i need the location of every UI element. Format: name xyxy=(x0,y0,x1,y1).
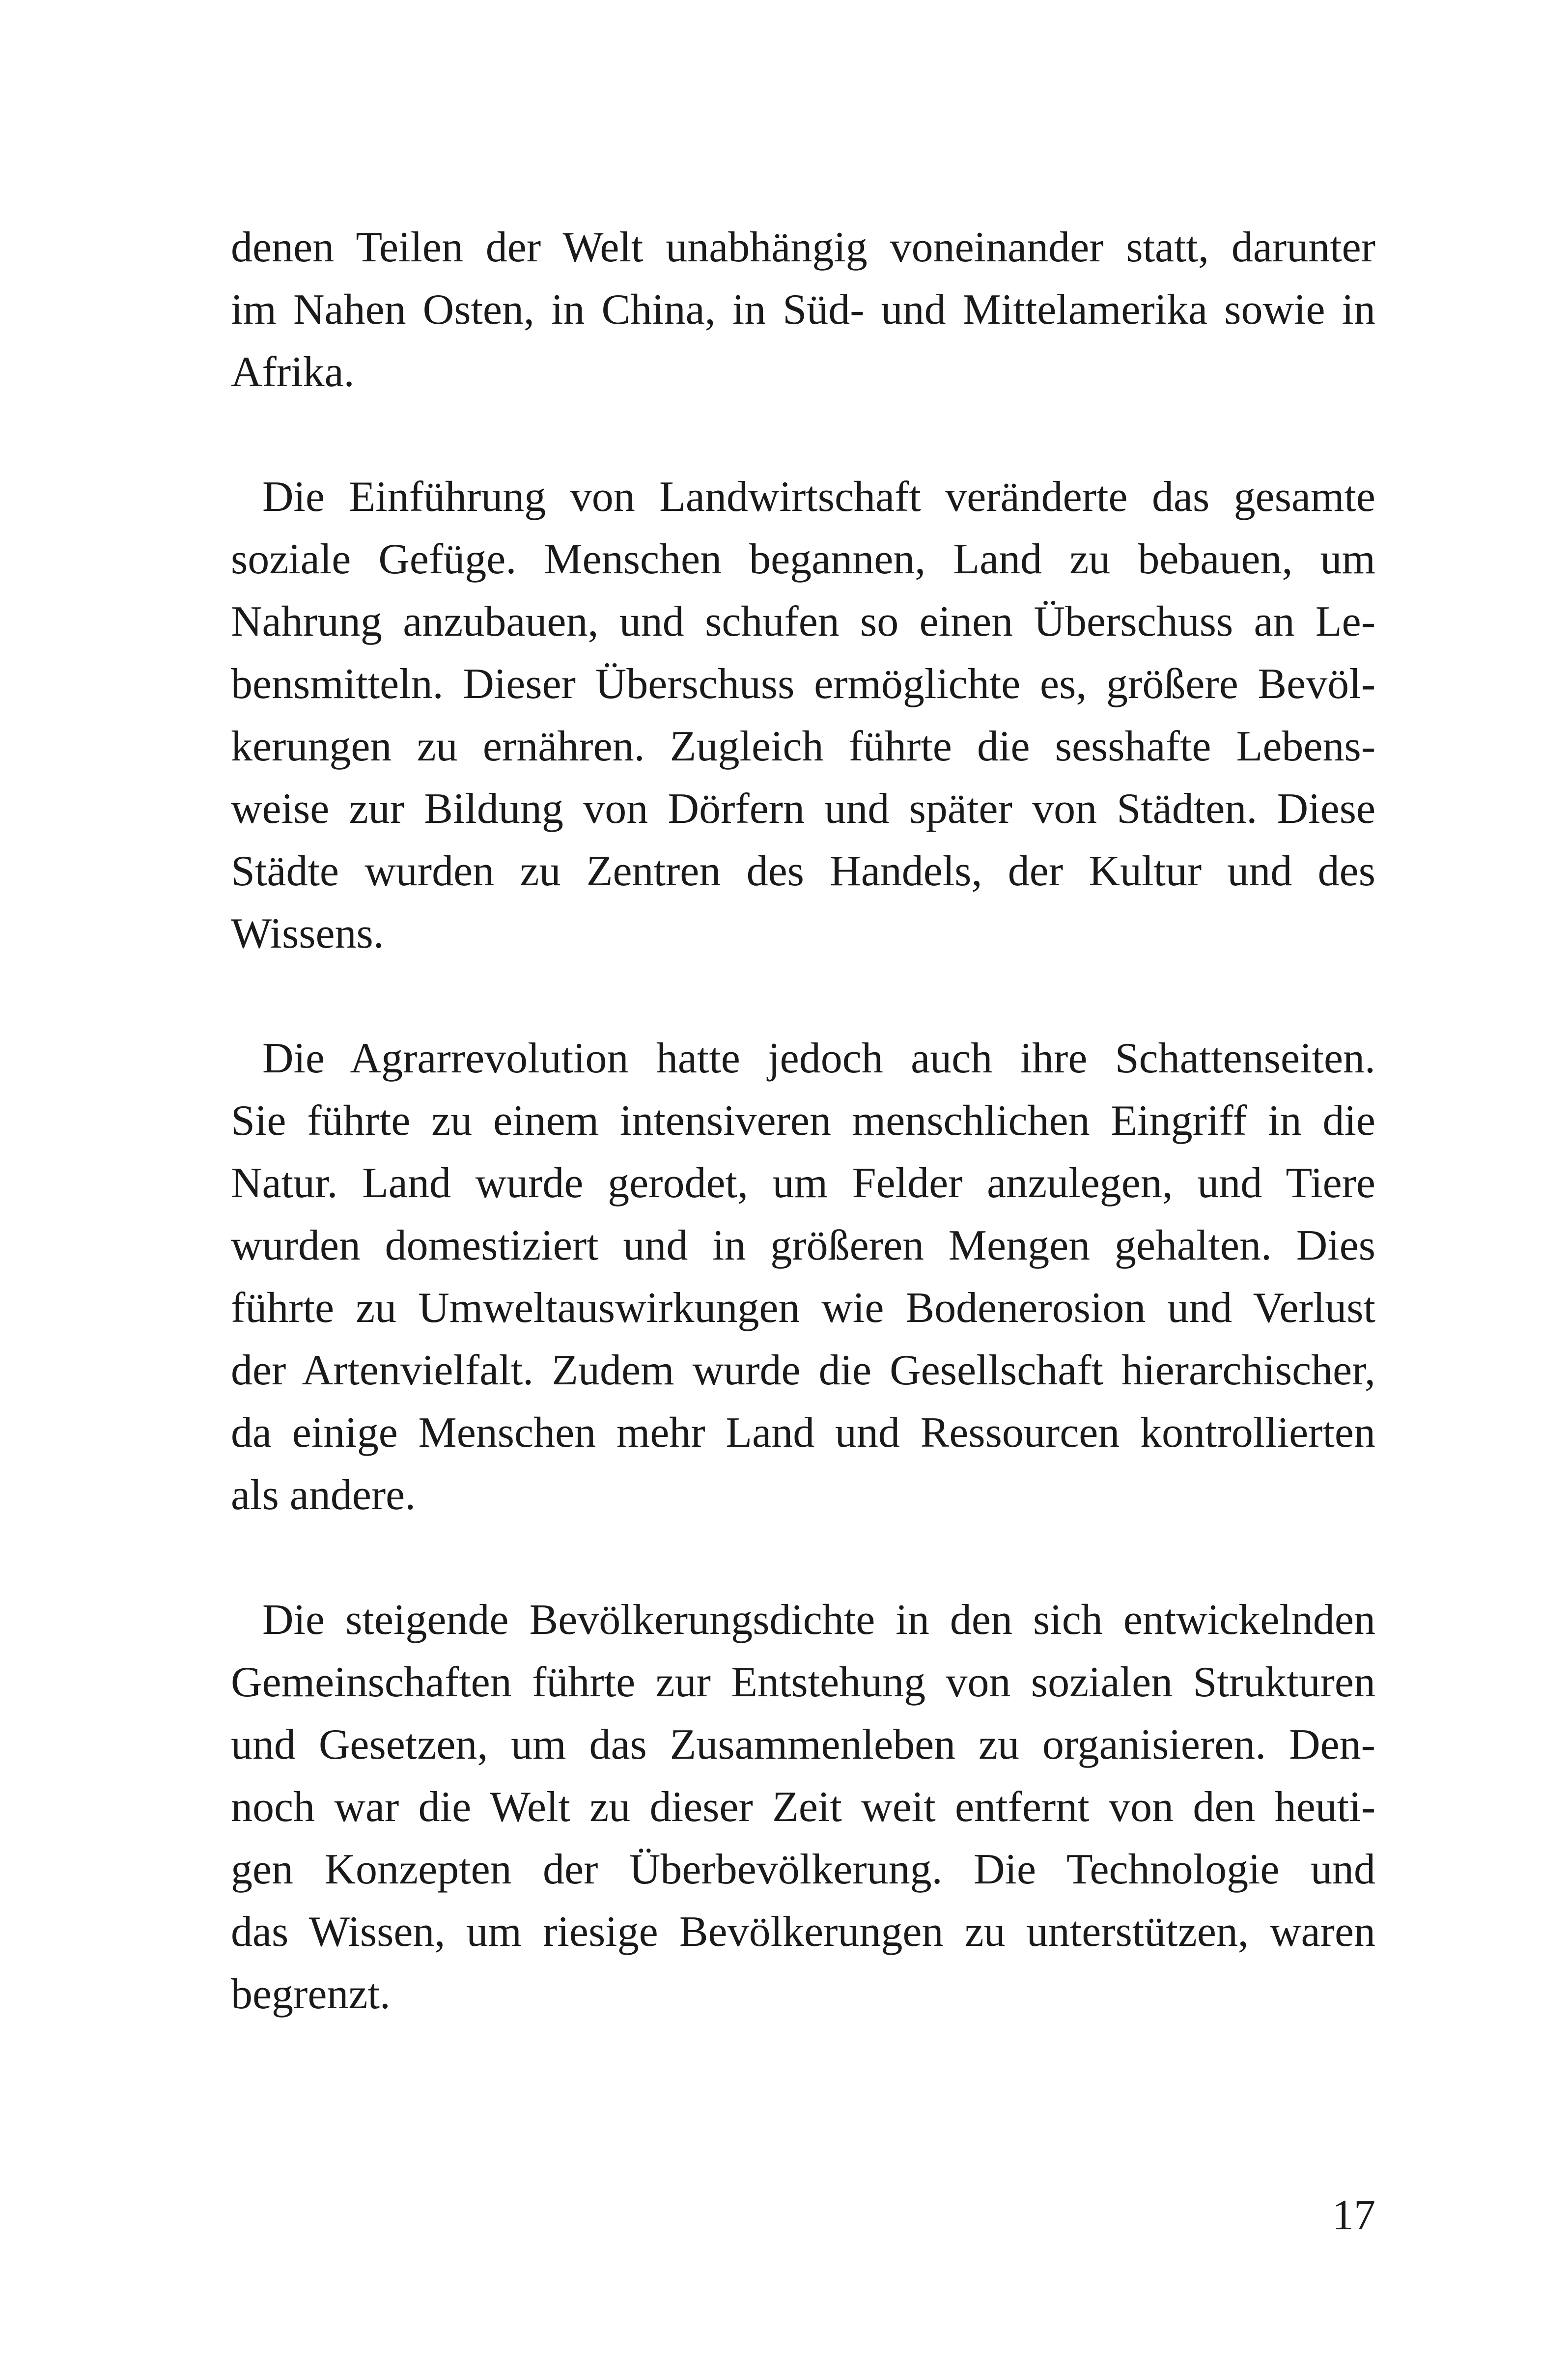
text-line: Afrika. xyxy=(231,348,355,396)
text-line: führte zu Umweltauswirkungen wie Bodenerosion und Verlust xyxy=(231,1284,1375,1332)
page-number: 17 xyxy=(1332,2191,1375,2239)
paragraph-gap xyxy=(231,403,1375,466)
text-line: begrenzt. xyxy=(231,1970,391,2018)
paragraph xyxy=(231,1027,1375,1526)
text-line: der Artenvielfalt. Zudem wurde die Gesellschaft hierarchischer, xyxy=(231,1347,1375,1394)
text-line: Die Agrarrevolution hatte jedoch auch ihre Schattenseiten. xyxy=(262,1035,1375,1082)
text-line: da einige Menschen mehr Land und Ressourcen kontrollierten xyxy=(231,1409,1375,1457)
text-line: denen Teilen der Welt unabhängig voneinander statt, darunter xyxy=(231,224,1375,271)
paragraph-gap xyxy=(231,965,1375,1027)
text-line: kerungen zu ernähren. Zugleich führte die sesshafte Lebens- xyxy=(231,723,1375,770)
paragraph xyxy=(231,1589,1375,2025)
text-line: bensmitteln. Dieser Überschuss ermöglichte es, größere Bevöl- xyxy=(231,660,1375,708)
text-line: Städte wurden zu Zentren des Handels, der Kultur und des xyxy=(231,847,1375,895)
text-line: Die Einführung von Landwirtschaft veränderte das gesamte xyxy=(262,473,1375,521)
text-line: Gemeinschaften führte zur Entstehung von sozialen Strukturen xyxy=(231,1658,1375,1706)
paragraph xyxy=(231,216,1375,403)
text-line: Nahrung anzubauen, und schufen so einen Überschuss an Le- xyxy=(231,598,1375,646)
text-line: weise zur Bildung von Dörfern und später von Städten. Diese xyxy=(231,785,1375,833)
paragraph-gap xyxy=(231,1526,1375,1589)
text-line: wurden domestiziert und in größeren Mengen gehalten. Dies xyxy=(231,1222,1375,1269)
text-line: noch war die Welt zu dieser Zeit weit entfernt von den heuti- xyxy=(231,1783,1375,1831)
text-line: Die steigende Bevölkerungsdichte in den sich entwickelnden xyxy=(262,1596,1375,1644)
text-line: im Nahen Osten, in China, in Süd- und Mittelamerika sowie in xyxy=(231,286,1375,334)
text-line: Wissens. xyxy=(231,910,384,957)
text-line: das Wissen, um riesige Bevölkerungen zu unterstützen, waren xyxy=(231,1908,1375,1956)
paragraph xyxy=(231,466,1375,965)
body-text xyxy=(231,216,1375,2025)
text-line: und Gesetzen, um das Zusammenleben zu organisieren. Den- xyxy=(231,1721,1375,1768)
text-line: als andere. xyxy=(231,1471,416,1519)
text-line: Sie führte zu einem intensiveren menschlichen Eingriff in die xyxy=(231,1097,1375,1145)
text-line: gen Konzepten der Überbevölkerung. Die Technologie und xyxy=(231,1846,1375,1893)
text-line: soziale Gefüge. Menschen begannen, Land zu bebauen, um xyxy=(231,535,1375,583)
text-line: Natur. Land wurde gerodet, um Felder anzulegen, und Tiere xyxy=(231,1159,1375,1207)
